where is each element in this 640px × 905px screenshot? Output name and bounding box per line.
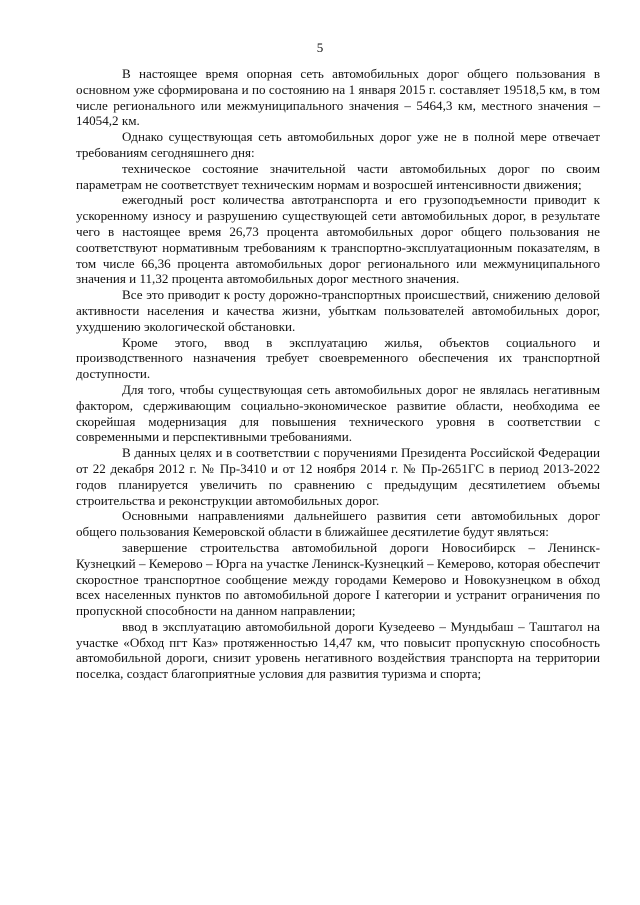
paragraph-road-network-length: В настоящее время опорная сеть автомобильных дорог общего пользования в основном уже сформирована и по состоянию на 1 января 2015 г. составляет 19518,5 км, в том числе регионального или межмуниципального значения – 5464,3 км, местного значения – 14054,2 км. bbox=[76, 66, 600, 129]
paragraph-traffic-growth: ежегодный рост количества автотранспорта и его грузоподъемности приводит к ускоренному износу и разрушению существующей сети автомобильных дорог, в результате чего в настоящее время 26,73 процента автомобильных дорог общего пользования не соответствуют нормативным требованиям к транспортно-эксплуатационным показателям, в том числе 66,36 процента автомобильных дорог регионального или межмуниципального значения и 11,32 процента автомобильных дорог местного значения. bbox=[76, 192, 600, 287]
paragraph-consequences: Все это приводит к росту дорожно-транспортных происшествий, снижению деловой активности населения и качества жизни, убыткам пользователей автомобильных дорог, ухудшению экологической обстановки. bbox=[76, 287, 600, 334]
paragraph-presidential-orders: В данных целях и в соответствии с поручениями Президента Российской Федерации от 22 декабря 2012 г. № Пр-3410 и от 12 ноября 2014 г. № Пр-2651ГС в период 2013-2022 годов планируется увеличить по сравнению с предыдущим десятилетием объемы строительства и реконструкции автомобильных дорог. bbox=[76, 445, 600, 508]
paragraph-development-directions: Основными направлениями дальнейшего развития сети автомобильных дорог общего пользования Кемеровской области в ближайшее десятилетие будут являться: bbox=[76, 508, 600, 540]
paragraph-network-requirements: Однако существующая сеть автомобильных дорог уже не в полной мере отвечает требованиям сегодняшнего дня: bbox=[76, 129, 600, 160]
paragraph-technical-condition: техническое состояние значительной части автомобильных дорог по своим параметрам не соответствует техническим нормам и возросшей интенсивности движения; bbox=[76, 160, 600, 192]
paragraph-novosibirsk-road: завершение строительства автомобильной дороги Новосибирск – Ленинск-Кузнецкий – Кемерово – Юрга на участке Ленинск-Кузнецкий – Кемерово, которая обеспечит скоростное транспортное сообщение между городами Кемерово и Новокузнецком в обход всех населенных пунктов по автомобильной дороге I категории и устранит ограничения по пропускной способности на данном направлении; bbox=[76, 539, 600, 619]
paragraph-transport-accessibility: Кроме этого, ввод в эксплуатацию жилья, объектов социального и производственного назначения требует своевременного обеспечения их транспортной доступности. bbox=[76, 334, 600, 382]
page-number: 5 bbox=[316, 40, 324, 55]
paragraph-kaz-bypass: ввод в эксплуатацию автомобильной дороги Кузедеево – Мундыбаш – Таштагол на участке «Обход пгт Каз» протяженностью 14,47 км, что повысит пропускную способность автомобильной дороги, снизит уровень негативного воздействия транспорта на территории поселка, создаст благоприятные условия для развития туризма и спорта; bbox=[76, 618, 600, 682]
paragraph-modernization: Для того, чтобы существующая сеть автомобильных дорог не являлась негативным фактором, сдерживающим социально-экономическое развитие области, необходима ее скорейшая модернизация для повышения технического уровня в соответствии с современными и перспективными требованиями. bbox=[76, 381, 600, 445]
document-body bbox=[76, 66, 600, 682]
